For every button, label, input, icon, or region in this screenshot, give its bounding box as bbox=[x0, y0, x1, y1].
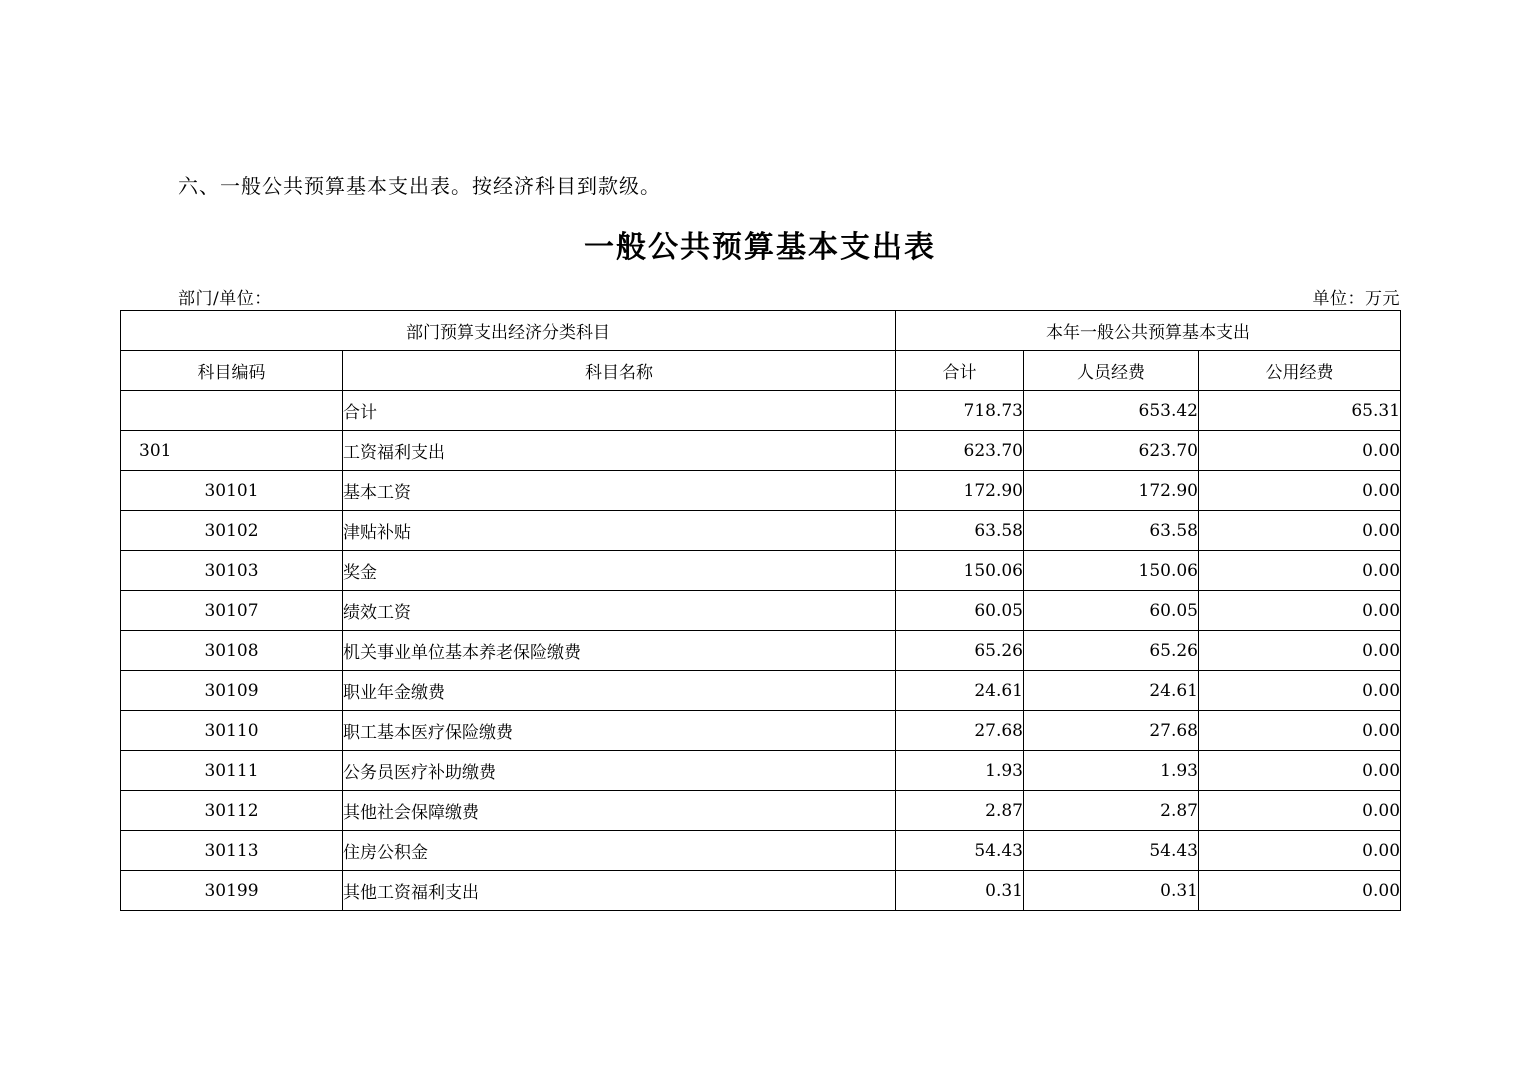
table-row bbox=[121, 711, 1401, 751]
cell-personnel: 623.70 bbox=[1024, 431, 1199, 471]
cell-total: 623.70 bbox=[896, 431, 1024, 471]
table-header bbox=[121, 311, 1401, 391]
cell-total: 1.93 bbox=[896, 751, 1024, 791]
cell-public: 0.00 bbox=[1199, 751, 1401, 791]
cell-public: 0.00 bbox=[1199, 631, 1401, 671]
cell-public: 0.00 bbox=[1199, 511, 1401, 551]
table-column-header-row bbox=[121, 351, 1401, 391]
cell-total: 27.68 bbox=[896, 711, 1024, 751]
cell-total: 172.90 bbox=[896, 471, 1024, 511]
cell-public: 0.00 bbox=[1199, 871, 1401, 911]
table-group-header-row bbox=[121, 311, 1401, 351]
cell-code: 30112 bbox=[121, 791, 343, 831]
cell-total: 24.61 bbox=[896, 671, 1024, 711]
cell-name: 奖金 bbox=[343, 551, 896, 591]
table-row bbox=[121, 551, 1401, 591]
table-row bbox=[121, 431, 1401, 471]
cell-personnel: 1.93 bbox=[1024, 751, 1199, 791]
budget-table bbox=[120, 310, 1401, 911]
cell-public: 0.00 bbox=[1199, 551, 1401, 591]
header-code: 科目编码 bbox=[121, 351, 343, 391]
cell-name: 住房公积金 bbox=[343, 831, 896, 871]
cell-personnel: 27.68 bbox=[1024, 711, 1199, 751]
cell-name: 其他工资福利支出 bbox=[343, 871, 896, 911]
cell-code: 30107 bbox=[121, 591, 343, 631]
table-body bbox=[121, 391, 1401, 911]
table-row bbox=[121, 671, 1401, 711]
table-row bbox=[121, 791, 1401, 831]
table-row bbox=[121, 471, 1401, 511]
cell-total: 65.26 bbox=[896, 631, 1024, 671]
cell-personnel: 65.26 bbox=[1024, 631, 1199, 671]
table-row bbox=[121, 751, 1401, 791]
table-row bbox=[121, 391, 1401, 431]
department-label: 部门/单位： bbox=[178, 289, 272, 309]
cell-name: 基本工资 bbox=[343, 471, 896, 511]
cell-public: 65.31 bbox=[1199, 391, 1401, 431]
cell-name: 合计 bbox=[343, 391, 896, 431]
cell-code: 30108 bbox=[121, 631, 343, 671]
cell-name: 职工基本医疗保险缴费 bbox=[343, 711, 896, 751]
header-name: 科目名称 bbox=[343, 351, 896, 391]
cell-total: 60.05 bbox=[896, 591, 1024, 631]
cell-code: 30109 bbox=[121, 671, 343, 711]
cell-public: 0.00 bbox=[1199, 431, 1401, 471]
cell-public: 0.00 bbox=[1199, 831, 1401, 871]
header-personnel: 人员经费 bbox=[1024, 351, 1199, 391]
table-row bbox=[121, 591, 1401, 631]
cell-personnel: 24.61 bbox=[1024, 671, 1199, 711]
cell-total: 63.58 bbox=[896, 511, 1024, 551]
cell-code: 30110 bbox=[121, 711, 343, 751]
header-group-economic-category: 部门预算支出经济分类科目 bbox=[121, 311, 896, 351]
cell-name: 职业年金缴费 bbox=[343, 671, 896, 711]
header-group-current-year-expenditure: 本年一般公共预算基本支出 bbox=[896, 311, 1401, 351]
cell-code: 30102 bbox=[121, 511, 343, 551]
cell-personnel: 60.05 bbox=[1024, 591, 1199, 631]
cell-public: 0.00 bbox=[1199, 471, 1401, 511]
cell-name: 津贴补贴 bbox=[343, 511, 896, 551]
table-row bbox=[121, 631, 1401, 671]
cell-name: 其他社会保障缴费 bbox=[343, 791, 896, 831]
cell-public: 0.00 bbox=[1199, 591, 1401, 631]
cell-total: 2.87 bbox=[896, 791, 1024, 831]
cell-code: 30103 bbox=[121, 551, 343, 591]
cell-code: 30199 bbox=[121, 871, 343, 911]
header-total: 合计 bbox=[896, 351, 1024, 391]
cell-total: 54.43 bbox=[896, 831, 1024, 871]
cell-code: 30111 bbox=[121, 751, 343, 791]
cell-personnel: 172.90 bbox=[1024, 471, 1199, 511]
cell-name: 公务员医疗补助缴费 bbox=[343, 751, 896, 791]
cell-total: 150.06 bbox=[896, 551, 1024, 591]
cell-name: 绩效工资 bbox=[343, 591, 896, 631]
cell-personnel: 653.42 bbox=[1024, 391, 1199, 431]
cell-public: 0.00 bbox=[1199, 791, 1401, 831]
table-row bbox=[121, 831, 1401, 871]
section-note: 六、一般公共预算基本支出表。按经济科目到款级。 bbox=[178, 174, 661, 198]
cell-personnel: 2.87 bbox=[1024, 791, 1199, 831]
header-public: 公用经费 bbox=[1199, 351, 1401, 391]
cell-personnel: 150.06 bbox=[1024, 551, 1199, 591]
cell-public: 0.00 bbox=[1199, 671, 1401, 711]
table-row bbox=[121, 871, 1401, 911]
cell-personnel: 0.31 bbox=[1024, 871, 1199, 911]
page-title: 一般公共预算基本支出表 bbox=[584, 230, 936, 265]
cell-personnel: 63.58 bbox=[1024, 511, 1199, 551]
cell-code: 301 bbox=[121, 431, 343, 471]
unit-label: 单位：万元 bbox=[1312, 289, 1400, 309]
cell-name: 工资福利支出 bbox=[343, 431, 896, 471]
cell-code: 30101 bbox=[121, 471, 343, 511]
cell-personnel: 54.43 bbox=[1024, 831, 1199, 871]
cell-total: 718.73 bbox=[896, 391, 1024, 431]
cell-code: 30113 bbox=[121, 831, 343, 871]
cell-total: 0.31 bbox=[896, 871, 1024, 911]
table-row bbox=[121, 511, 1401, 551]
cell-public: 0.00 bbox=[1199, 711, 1401, 751]
cell-name: 机关事业单位基本养老保险缴费 bbox=[343, 631, 896, 671]
cell-code bbox=[121, 391, 343, 431]
